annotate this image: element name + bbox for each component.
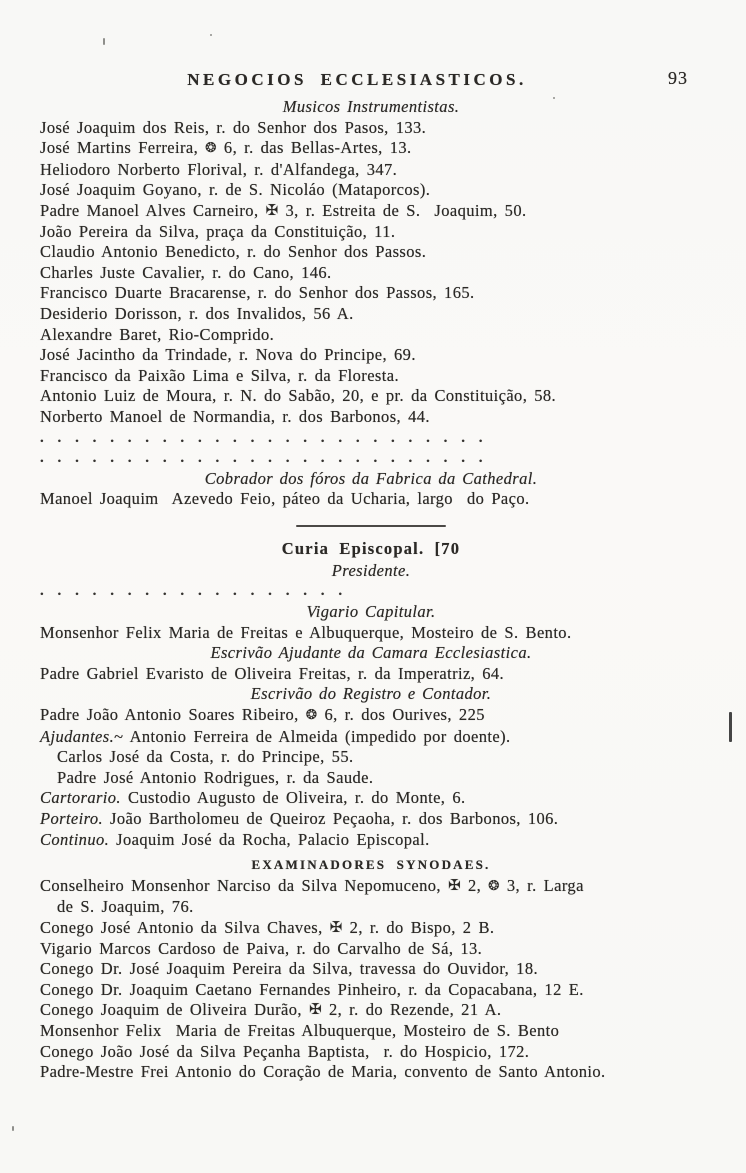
directory-line: Monsenhor Felix Maria de Freitas Albuquerque, Mosteiro de S. Bento: [40, 1020, 560, 1040]
page-body: [0, 90, 746, 1083]
directory-line: José Joaquim dos Reis, r. do Senhor dos Pasos, 133.: [40, 117, 427, 137]
directory-line: Conego Dr. José Joaquim Pereira da Silva, travessa do Ouvidor, 18.: [40, 959, 538, 979]
directory-line: Norberto Manoel de Normandia, r. dos Barbonos, 44.: [40, 406, 430, 426]
role-label: Porteiro.: [40, 809, 104, 828]
section-heading: Curia Episcopal. [70: [281, 538, 461, 558]
cross-icon: ✠: [329, 917, 343, 936]
scan-speck: [12, 1126, 14, 1131]
section-heading: Escrivão Ajudante da Camara Ecclesiastica.: [210, 643, 532, 663]
directory-line: Conselheiro Monsenhor Narciso da Silva Nepomuceno, ✠ 2, ❂ 3, r. Larga: [40, 875, 584, 895]
directory-line: Claudio Antonio Benedicto, r. do Senhor dos Passos.: [40, 242, 427, 262]
role-label: Cartorario.: [40, 788, 121, 808]
role-label: Ajudantes.: [40, 726, 115, 746]
directory-line: Cartorario. Custodio Augusto de Oliveira, r. do Monte, 6.: [40, 788, 466, 808]
directory-line: Monsenhor Felix Maria de Freitas e Albuquerque, Mosteiro de S. Bento.: [40, 622, 572, 642]
scan-speck: [210, 34, 212, 36]
cross-icon: ✠: [447, 875, 461, 894]
directory-line: Carlos José da Costa, r. do Principe, 55.: [57, 747, 354, 767]
directory-line: Ajudantes.~ Antonio Ferreira de Almeida (impedido por doente).: [40, 726, 511, 746]
role-label: Continuo.: [40, 829, 110, 849]
directory-line: Antonio Luiz de Moura, r. N. do Sabão, 20, e pr. da Constituição, 58.: [40, 386, 557, 406]
directory-line: Conego João José da Silva Peçanha Baptista, r. do Hospicio, 172.: [40, 1041, 530, 1061]
directory-line: Francisco da Paixão Lima e Silva, r. da Floresta.: [40, 365, 399, 385]
cross-icon: ✠: [265, 200, 279, 219]
directory-line: Continuo. Joaquim José da Rocha, Palacio Episcopal.: [40, 829, 430, 849]
section-heading: Cobrador dos fóros da Fabrica da Cathedral.: [204, 468, 538, 488]
running-title: NEGOCIOS ECCLESIASTICOS.: [187, 70, 527, 89]
directory-line: Manoel Joaquim Azevedo Feio, páteo da Ucharia, largo do Paço.: [40, 489, 530, 509]
directory-line: de S. Joaquim, 76.: [57, 897, 194, 917]
directory-line: Heliodoro Norberto Florival, r. d'Alfandega, 347.: [40, 159, 398, 179]
medal-icon: ❂: [488, 877, 500, 894]
directory-line: Conego José Antonio da Silva Chaves, ✠ 2, r. do Bispo, 2 B.: [40, 917, 495, 937]
directory-line: José Jacintho da Trindade, r. Nova do Principe, 69.: [40, 345, 416, 365]
directory-line: Charles Juste Cavalier, r. do Cano, 146.: [40, 262, 332, 282]
scan-speck: [103, 38, 105, 45]
scan-artifact-line: [729, 712, 732, 742]
directory-line: José Joaquim Goyano, r. de S. Nicoláo (Mataporcos).: [40, 180, 431, 200]
dots-filler-row: ..........................: [40, 429, 497, 446]
medal-icon: ❂: [305, 707, 318, 724]
directory-line: Francisco Duarte Bracarense, r. do Senhor dos Passos, 165.: [40, 283, 475, 303]
directory-line: Porteiro. João Bartholomeu de Queiroz Peçaoha, r. dos Barbonos, 106.: [40, 809, 559, 828]
section-heading: Musicos Instrumentistas.: [282, 97, 460, 116]
section-heading: EXAMINADORES SYNODAES.: [251, 857, 491, 873]
directory-line: João Pereira da Silva, praça da Constituição, 11.: [40, 221, 396, 241]
directory-line: José Martins Ferreira, ❂ 6, r. das Bellas-Artes, 13.: [40, 138, 412, 158]
dots-filler-row: ..................: [40, 583, 356, 600]
directory-line: Vigario Marcos Cardoso de Paiva, r. do Carvalho de Sá, 13.: [40, 938, 483, 958]
section-heading: Escrivão do Registro e Contador.: [250, 684, 492, 704]
directory-line: Alexandre Baret, Rio-Comprido.: [40, 324, 275, 344]
directory-line: Desiderio Dorisson, r. dos Invalidos, 56 A.: [40, 303, 354, 323]
dots-filler-row: ..........................: [40, 450, 497, 467]
directory-line: Padre Gabriel Evaristo de Oliveira Freitas, r. da Imperatriz, 64.: [40, 663, 505, 683]
section-heading: Presidente.: [331, 560, 411, 580]
section-heading: Vigario Capitular.: [306, 602, 436, 622]
directory-line: Padre Manoel Alves Carneiro, ✠ 3, r. Estreita de S. Joaquim, 50.: [40, 200, 527, 220]
directory-line: Conego Dr. Joaquim Caetano Fernandes Pinheiro, r. da Copacabana, 12 E.: [40, 979, 584, 999]
directory-line: Padre João Antonio Soares Ribeiro, ❂ 6, r. dos Ourives, 225: [40, 705, 485, 725]
cross-icon: ✠: [308, 1000, 322, 1019]
page-header: [0, 0, 746, 90]
page-number: 93: [668, 68, 688, 88]
directory-line: Padre José Antonio Rodrigues, r. da Saude.: [57, 767, 374, 787]
scan-speck: [553, 97, 555, 99]
directory-line: Padre-Mestre Frei Antonio do Coração de Maria, convento de Santo Antonio.: [40, 1062, 606, 1082]
directory-line: Conego Joaquim de Oliveira Durão, ✠ 2, r. do Rezende, 21 A.: [40, 1000, 502, 1020]
section-divider: [296, 525, 446, 527]
medal-icon: ❂: [205, 140, 217, 157]
